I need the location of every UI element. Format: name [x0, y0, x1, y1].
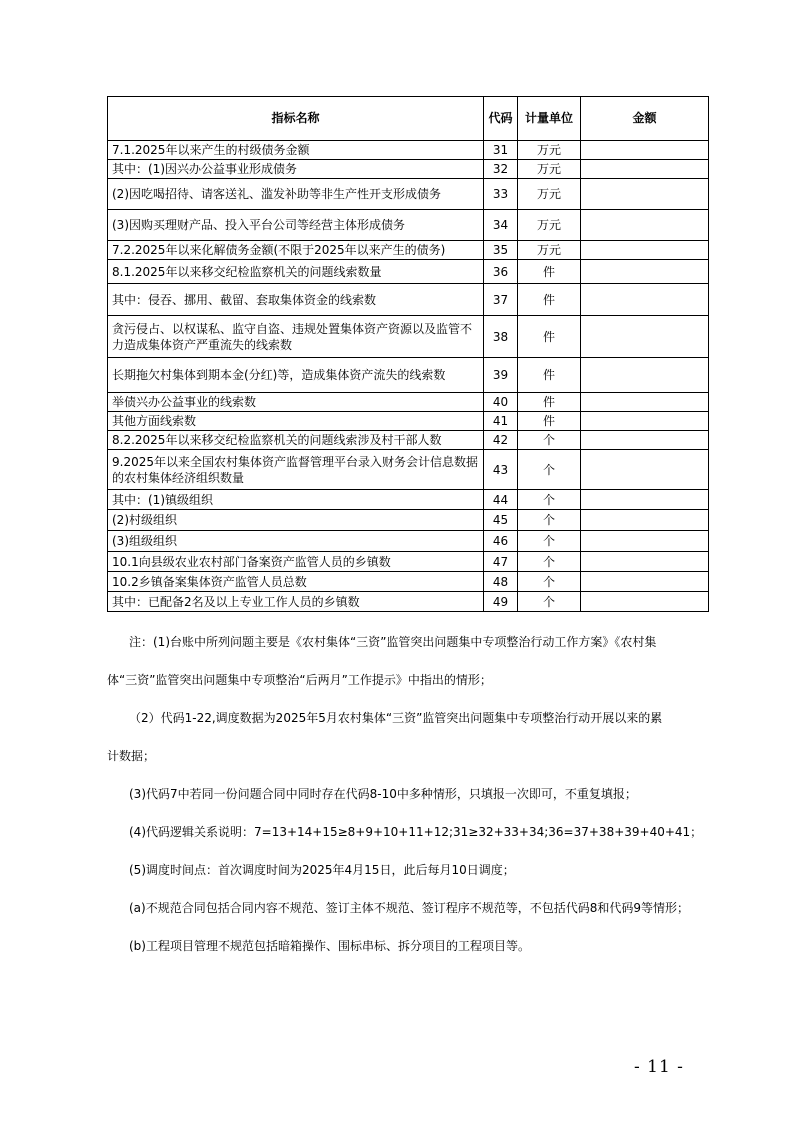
row-indicator-name: 长期拖欠村集体到期本金(分红)等，造成集体资产流失的线索数: [108, 358, 484, 393]
row-unit: 万元: [518, 210, 581, 241]
row-amount-cell[interactable]: [581, 552, 709, 572]
row-unit: 个: [518, 490, 581, 510]
row-indicator-name: 其中：侵吞、挪用、截留、套取集体资金的线索数: [108, 284, 484, 316]
row-indicator-name: 其他方面线索数: [108, 412, 484, 431]
row-unit: 件: [518, 284, 581, 316]
row-indicator-name: 其中：(1)镇级组织: [108, 490, 484, 510]
row-unit: 件: [518, 412, 581, 431]
table-row: [108, 260, 709, 284]
header-unit: 计量单位: [518, 97, 581, 141]
row-amount-cell[interactable]: [581, 210, 709, 241]
row-unit: 件: [518, 316, 581, 358]
indicator-table: [107, 96, 709, 612]
row-code: 39: [484, 358, 518, 393]
row-amount-cell[interactable]: [581, 490, 709, 510]
table-row: [108, 160, 709, 179]
row-indicator-name: 8.2.2025年以来移交纪检监察机关的问题线索涉及村干部人数: [108, 431, 484, 450]
table-row: [108, 592, 709, 612]
row-amount-cell[interactable]: [581, 141, 709, 160]
row-code: 35: [484, 241, 518, 260]
table-row: [108, 393, 709, 412]
row-code: 44: [484, 490, 518, 510]
row-unit: 件: [518, 358, 581, 393]
row-indicator-name: 7.1.2025年以来产生的村级债务金额: [108, 141, 484, 160]
row-amount-cell[interactable]: [581, 179, 709, 210]
row-amount-cell[interactable]: [581, 431, 709, 450]
table-row: [108, 531, 709, 552]
row-indicator-name: (2)因吃喝招待、请客送礼、滥发补助等非生产性开支形成债务: [108, 179, 484, 210]
row-amount-cell[interactable]: [581, 260, 709, 284]
row-code: 33: [484, 179, 518, 210]
note-line: (b)工程项目管理不规范包括暗箱操作、围标串标、拆分项目的工程项目等。: [129, 939, 530, 953]
row-amount-cell[interactable]: [581, 450, 709, 490]
row-code: 46: [484, 531, 518, 552]
note-line: (5)调度时间点：首次调度时间为2025年4月15日，此后每月10日调度；: [129, 863, 515, 877]
note-line: (a)不规范合同包括合同内容不规范、签订主体不规范、签订程序不规范等，不包括代码8和代码9等情形；: [129, 901, 689, 915]
header-code: 代码: [484, 97, 518, 141]
note-line: (3)代码7中若同一份问题合同中同时存在代码8-10中多种情形，只填报一次即可，不重复填报；: [129, 787, 637, 801]
row-unit: 个: [518, 572, 581, 592]
row-indicator-name: 9.2025年以来全国农村集体资产监督管理平台录入财务会计信息数据的农村集体经济组织数量: [108, 450, 484, 490]
row-indicator-name: 其中：已配备2名及以上专业工作人员的乡镇数: [108, 592, 484, 612]
note-line: （2）代码1-22,调度数据为2025年5月农村集体“三资”监管突出问题集中专项整治行动开展以来的累: [129, 711, 663, 725]
row-code: 42: [484, 431, 518, 450]
row-unit: 个: [518, 592, 581, 612]
row-unit: 个: [518, 552, 581, 572]
row-indicator-name: 10.1向县级农业农村部门备案资产监管人员的乡镇数: [108, 552, 484, 572]
row-amount-cell[interactable]: [581, 592, 709, 612]
page-number: - 11 -: [634, 1057, 684, 1077]
header-indicator-name: 指标名称: [108, 97, 484, 141]
row-indicator-name: 7.2.2025年以来化解债务金额(不限于2025年以来产生的债务): [108, 241, 484, 260]
table-header-row: [108, 97, 709, 141]
table-row: [108, 572, 709, 592]
row-unit: 万元: [518, 179, 581, 210]
row-code: 43: [484, 450, 518, 490]
table-row: [108, 510, 709, 531]
table-row: [108, 431, 709, 450]
row-unit: 个: [518, 450, 581, 490]
row-amount-cell[interactable]: [581, 572, 709, 592]
row-code: 47: [484, 552, 518, 572]
row-code: 36: [484, 260, 518, 284]
row-amount-cell[interactable]: [581, 358, 709, 393]
row-amount-cell[interactable]: [581, 510, 709, 531]
row-amount-cell[interactable]: [581, 241, 709, 260]
row-indicator-name: 其中：(1)因兴办公益事业形成债务: [108, 160, 484, 179]
row-code: 37: [484, 284, 518, 316]
table-row: [108, 141, 709, 160]
row-indicator-name: (2)村级组织: [108, 510, 484, 531]
row-code: 49: [484, 592, 518, 612]
row-unit: 万元: [518, 160, 581, 179]
table-row: [108, 316, 709, 358]
row-code: 40: [484, 393, 518, 412]
row-indicator-name: (3)因购买理财产品、投入平台公司等经营主体形成债务: [108, 210, 484, 241]
row-unit: 件: [518, 393, 581, 412]
table-row: [108, 450, 709, 490]
note-line: (4)代码逻辑关系说明：7=13+14+15≥8+9+10+11+12;31≥32+33+34;36=37+38+39+40+41；: [129, 825, 703, 839]
row-indicator-name: 8.1.2025年以来移交纪检监察机关的问题线索数量: [108, 260, 484, 284]
row-code: 34: [484, 210, 518, 241]
table-row: [108, 490, 709, 510]
row-indicator-name: (3)组级组织: [108, 531, 484, 552]
table-row: [108, 210, 709, 241]
row-amount-cell[interactable]: [581, 393, 709, 412]
row-code: 41: [484, 412, 518, 431]
row-code: 48: [484, 572, 518, 592]
row-unit: 件: [518, 260, 581, 284]
row-code: 45: [484, 510, 518, 531]
table-row: [108, 552, 709, 572]
note-line: 体“三资”监管突出问题集中专项整治“后两月”工作提示》中指出的情形；: [107, 673, 492, 687]
row-indicator-name: 10.2乡镇备案集体资产监管人员总数: [108, 572, 484, 592]
note-line: 计数据；: [107, 749, 156, 763]
note-line: 注：(1)台账中所列问题主要是《农村集体“三资”监管突出问题集中专项整治行动工作方案》《农村集: [129, 635, 657, 649]
row-amount-cell[interactable]: [581, 412, 709, 431]
table-row: [108, 284, 709, 316]
row-unit: 万元: [518, 241, 581, 260]
row-indicator-name: 举债兴办公益事业的线索数: [108, 393, 484, 412]
row-amount-cell[interactable]: [581, 284, 709, 316]
table-row: [108, 412, 709, 431]
header-amount: 金额: [581, 97, 709, 141]
row-code: 32: [484, 160, 518, 179]
row-code: 38: [484, 316, 518, 358]
row-indicator-name: 贪污侵占、以权谋私、监守自盗、违规处置集体资产资源以及监管不力造成集体资产严重流失的线索数: [108, 316, 484, 358]
row-unit: 个: [518, 531, 581, 552]
table-row: [108, 179, 709, 210]
table-row: [108, 241, 709, 260]
row-code: 31: [484, 141, 518, 160]
row-unit: 万元: [518, 141, 581, 160]
table-row: [108, 358, 709, 393]
row-unit: 个: [518, 431, 581, 450]
row-amount-cell[interactable]: [581, 316, 709, 358]
row-unit: 个: [518, 510, 581, 531]
row-amount-cell[interactable]: [581, 531, 709, 552]
row-amount-cell[interactable]: [581, 160, 709, 179]
